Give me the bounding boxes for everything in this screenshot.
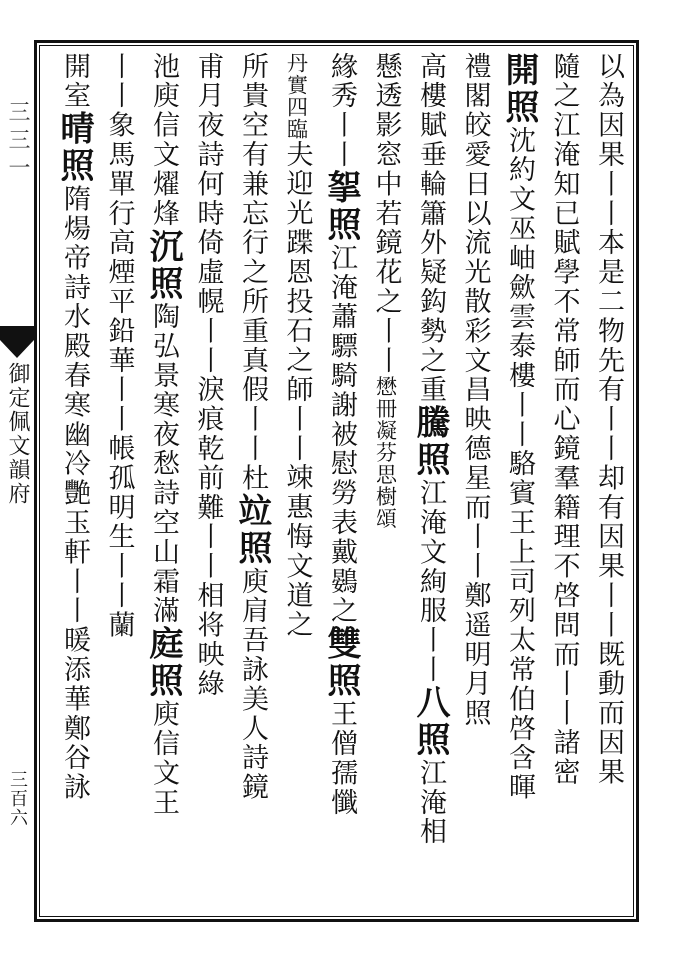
text-column (319, 52, 363, 912)
entry-heading: 晴照 (54, 110, 94, 185)
body-text: 隋煬帝詩水殿春寒幽冷艷玉軒丨丨暖添華鄭谷詠 (59, 184, 90, 803)
body-text: 以為因果丨丨本是二物先有丨丨却有因果丨丨既動而因果 (593, 52, 624, 787)
body-text: 甫月夜詩何時倚虛幌丨丨淚痕乾 (192, 52, 224, 464)
text-column (497, 52, 541, 912)
body-text: 禮閣皎愛日以流光散彩文昌映德星而丨丨鄭遥明月照 (459, 52, 491, 729)
book-title-label: 御定佩文韻府 (5, 362, 30, 506)
entry-heading: 庭照 (143, 625, 183, 700)
text-column (364, 52, 408, 912)
entry-heading: 八照 (410, 684, 450, 759)
text-column (52, 52, 96, 912)
entry-heading: 挐照 (321, 169, 361, 244)
text-column (408, 52, 452, 912)
body-text: 夫迎光蹀恩投石之師丨丨竦惠 (281, 140, 313, 523)
body-text: 隨之江淹知已賦學不常師而心鏡羣籍理不啓問而丨丨諸密 (548, 52, 580, 787)
body-text: 江淹文絢服丨丨 (415, 478, 446, 685)
body-text: 庾信文王 (148, 699, 179, 818)
body-text: 懸透影窓中若鏡花之丨丨 (370, 52, 402, 376)
entry-heading: 竝照 (232, 493, 272, 567)
body-text: 開室 (59, 52, 90, 111)
text-column (275, 52, 319, 912)
text-column (97, 52, 141, 912)
page-margin-strip (0, 40, 34, 922)
body-text: 高煙平鉛華丨丨帳孤明 (103, 228, 135, 523)
text-column (453, 52, 497, 912)
body-text: 庾肩吾詠美人詩鏡 (237, 567, 268, 803)
body-text: 王僧孺懺 (326, 699, 357, 818)
body-text: 沈約文巫岫歛雲泰樓丨丨駱賓王上司列太常伯啓含暉 (504, 126, 535, 803)
body-text: 陶弘景寒夜愁詩空山霜滿 (148, 302, 179, 626)
margin-top-marks: 三三一 (5, 100, 30, 184)
body-text: 江淹相 (415, 758, 446, 847)
entry-heading: 沉照 (143, 228, 183, 303)
body-text: 江淹蕭驃騎謝被慰勞表戴鷃之 (326, 243, 357, 626)
body-text: 池庾信文燿烽 (148, 52, 179, 229)
body-text: 生丨丨蘭 (103, 522, 135, 641)
text-column (230, 52, 274, 912)
main-text-block (46, 52, 630, 912)
text-column (186, 52, 230, 912)
entry-heading: 開 (499, 52, 539, 89)
text-column (141, 52, 185, 912)
text-column (586, 52, 630, 912)
text-column (542, 52, 586, 912)
annotation-text: 懋冊凝芬 (373, 375, 398, 464)
body-text: 悔文道之 (281, 522, 313, 640)
folio-number: 三百六 (7, 770, 28, 827)
annotation-text: 丹實四臨 (284, 52, 309, 140)
entry-heading: 雙照 (321, 625, 361, 700)
body-text: 所貴空有兼忘行之所重真假丨丨杜 (237, 52, 268, 493)
fishtail-mark (0, 326, 34, 340)
entry-heading: 騰照 (410, 404, 450, 479)
body-text: 丨丨象馬單行 (103, 52, 135, 229)
text-column (46, 52, 52, 912)
body-text: 前難丨丨相将映綠 (192, 463, 224, 699)
body-text: 緣秀丨丨 (326, 52, 357, 170)
body-text: 高樓賦垂輪簫外疑鈎勢之重 (415, 52, 446, 405)
annotation-text: 思樹頌 (373, 463, 398, 530)
entry-heading: 照 (499, 89, 539, 126)
